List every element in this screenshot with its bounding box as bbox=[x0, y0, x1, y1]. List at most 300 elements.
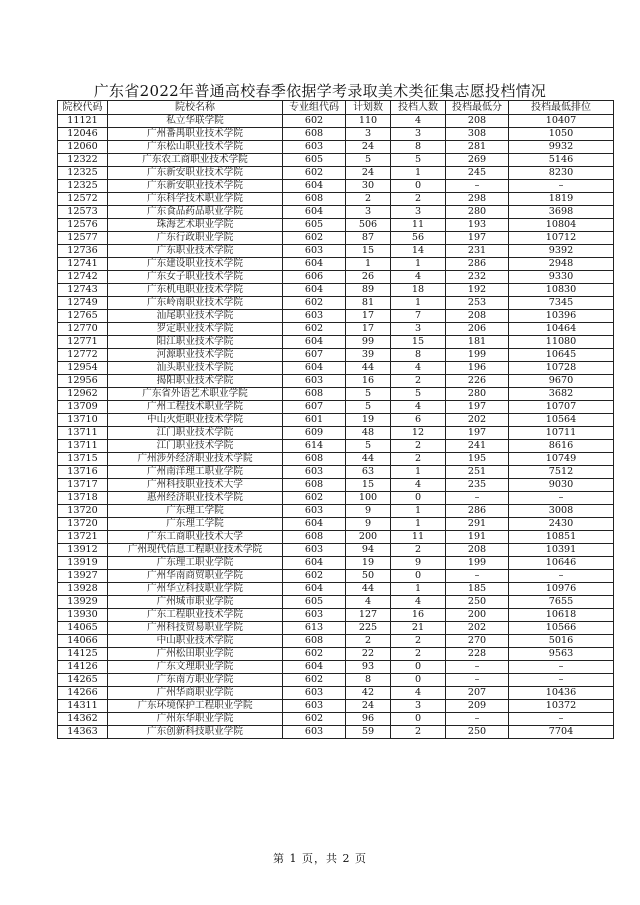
school-code-cell: 14362 bbox=[58, 713, 108, 726]
group-code-cell: 602 bbox=[283, 115, 346, 128]
min-score-cell: 197 bbox=[446, 427, 509, 440]
table-row bbox=[58, 336, 614, 349]
admitted-count-cell: 7 bbox=[391, 310, 446, 323]
group-code-cell: 608 bbox=[283, 635, 346, 648]
school-code-cell: 12742 bbox=[58, 271, 108, 284]
table-row bbox=[58, 297, 614, 310]
school-code-cell: 13716 bbox=[58, 466, 108, 479]
admitted-count-cell: 5 bbox=[391, 388, 446, 401]
group-code-cell: 602 bbox=[283, 323, 346, 336]
school-code-cell: 13721 bbox=[58, 531, 108, 544]
min-rank-cell: 3682 bbox=[509, 388, 614, 401]
admitted-count-cell: 11 bbox=[391, 219, 446, 232]
table-row bbox=[58, 401, 614, 414]
school-name-cell: 广州现代信息工程职业技术学院 bbox=[108, 544, 283, 557]
school-name-cell: 广东机电职业技术学院 bbox=[108, 284, 283, 297]
plan-count-cell: 44 bbox=[346, 583, 391, 596]
min-score-cell: 231 bbox=[446, 245, 509, 258]
school-name-cell: 广州城市职业学院 bbox=[108, 596, 283, 609]
group-code-cell: 604 bbox=[283, 661, 346, 674]
min-rank-cell: 1050 bbox=[509, 128, 614, 141]
min-score-cell: 195 bbox=[446, 453, 509, 466]
school-code-cell: 11121 bbox=[58, 115, 108, 128]
min-rank-cell: 1819 bbox=[509, 193, 614, 206]
table-row bbox=[58, 726, 614, 739]
header-admitted-count: 投档人数 bbox=[391, 101, 446, 115]
admitted-count-cell: 4 bbox=[391, 271, 446, 284]
min-rank-cell: 10851 bbox=[509, 531, 614, 544]
table-row bbox=[58, 674, 614, 687]
min-rank-cell: 10830 bbox=[509, 284, 614, 297]
school-code-cell: 13711 bbox=[58, 427, 108, 440]
school-name-cell: 私立华联学院 bbox=[108, 115, 283, 128]
min-score-cell: 253 bbox=[446, 297, 509, 310]
admitted-count-cell: 5 bbox=[391, 154, 446, 167]
min-score-cell: 298 bbox=[446, 193, 509, 206]
table-row bbox=[58, 700, 614, 713]
admitted-count-cell: 3 bbox=[391, 700, 446, 713]
min-score-cell: 228 bbox=[446, 648, 509, 661]
group-code-cell: 602 bbox=[283, 167, 346, 180]
table-row bbox=[58, 414, 614, 427]
school-code-cell: 13927 bbox=[58, 570, 108, 583]
min-score-cell: – bbox=[446, 661, 509, 674]
min-rank-cell: – bbox=[509, 180, 614, 193]
school-name-cell: 揭阳职业技术学院 bbox=[108, 375, 283, 388]
min-score-cell: 199 bbox=[446, 557, 509, 570]
group-code-cell: 604 bbox=[283, 583, 346, 596]
plan-count-cell: 3 bbox=[346, 128, 391, 141]
table-row bbox=[58, 570, 614, 583]
school-name-cell: 广东行政职业学院 bbox=[108, 232, 283, 245]
plan-count-cell: 17 bbox=[346, 323, 391, 336]
plan-count-cell: 19 bbox=[346, 414, 391, 427]
group-code-cell: 605 bbox=[283, 596, 346, 609]
plan-count-cell: 15 bbox=[346, 245, 391, 258]
plan-count-cell: 4 bbox=[346, 596, 391, 609]
school-name-cell: 广州松田职业学院 bbox=[108, 648, 283, 661]
plan-count-cell: 3 bbox=[346, 206, 391, 219]
school-name-cell: 广东岭南职业技术学院 bbox=[108, 297, 283, 310]
admitted-count-cell: 15 bbox=[391, 336, 446, 349]
plan-count-cell: 24 bbox=[346, 167, 391, 180]
school-code-cell: 12770 bbox=[58, 323, 108, 336]
min-score-cell: 251 bbox=[446, 466, 509, 479]
min-score-cell: 286 bbox=[446, 258, 509, 271]
min-rank-cell: 7704 bbox=[509, 726, 614, 739]
admitted-count-cell: 0 bbox=[391, 570, 446, 583]
min-rank-cell: 10396 bbox=[509, 310, 614, 323]
school-code-cell: 12046 bbox=[58, 128, 108, 141]
school-name-cell: 广东省外语艺术职业学院 bbox=[108, 388, 283, 401]
min-rank-cell: 10711 bbox=[509, 427, 614, 440]
school-name-cell: 广州科技职业技术大学 bbox=[108, 479, 283, 492]
group-code-cell: 608 bbox=[283, 531, 346, 544]
admission-table bbox=[57, 100, 614, 739]
school-name-cell: 广东建设职业技术学院 bbox=[108, 258, 283, 271]
school-name-cell: 广州科技贸易职业学院 bbox=[108, 622, 283, 635]
plan-count-cell: 59 bbox=[346, 726, 391, 739]
school-code-cell: 12962 bbox=[58, 388, 108, 401]
min-score-cell: 196 bbox=[446, 362, 509, 375]
group-code-cell: 602 bbox=[283, 232, 346, 245]
min-score-cell: 191 bbox=[446, 531, 509, 544]
plan-count-cell: 87 bbox=[346, 232, 391, 245]
min-score-cell: – bbox=[446, 674, 509, 687]
admitted-count-cell: 4 bbox=[391, 401, 446, 414]
table-row bbox=[58, 154, 614, 167]
school-name-cell: 广东农工商职业技术学院 bbox=[108, 154, 283, 167]
group-code-cell: 601 bbox=[283, 414, 346, 427]
min-rank-cell: 10618 bbox=[509, 609, 614, 622]
admitted-count-cell: 4 bbox=[391, 687, 446, 700]
school-name-cell: 广东文理职业学院 bbox=[108, 661, 283, 674]
school-code-cell: 13929 bbox=[58, 596, 108, 609]
school-name-cell: 广州华立科技职业学院 bbox=[108, 583, 283, 596]
plan-count-cell: 44 bbox=[346, 453, 391, 466]
school-code-cell: 14065 bbox=[58, 622, 108, 635]
min-score-cell: 200 bbox=[446, 609, 509, 622]
school-name-cell: 广州南洋理工职业学院 bbox=[108, 466, 283, 479]
admitted-count-cell: 4 bbox=[391, 362, 446, 375]
plan-count-cell: 200 bbox=[346, 531, 391, 544]
plan-count-cell: 16 bbox=[346, 375, 391, 388]
min-rank-cell: 2430 bbox=[509, 518, 614, 531]
school-name-cell: 广州东华职业学院 bbox=[108, 713, 283, 726]
admitted-count-cell: 6 bbox=[391, 414, 446, 427]
admitted-count-cell: 4 bbox=[391, 479, 446, 492]
header-min-score: 投档最低分 bbox=[446, 101, 509, 115]
plan-count-cell: 5 bbox=[346, 154, 391, 167]
plan-count-cell: 19 bbox=[346, 557, 391, 570]
min-score-cell: 286 bbox=[446, 505, 509, 518]
admitted-count-cell: 1 bbox=[391, 466, 446, 479]
school-name-cell: 江门职业技术学院 bbox=[108, 427, 283, 440]
admitted-count-cell: 8 bbox=[391, 349, 446, 362]
min-rank-cell: – bbox=[509, 570, 614, 583]
school-name-cell: 广东松山职业技术学院 bbox=[108, 141, 283, 154]
group-code-cell: 602 bbox=[283, 297, 346, 310]
school-code-cell: 14311 bbox=[58, 700, 108, 713]
school-code-cell: 13912 bbox=[58, 544, 108, 557]
school-code-cell: 12572 bbox=[58, 193, 108, 206]
min-rank-cell: 9932 bbox=[509, 141, 614, 154]
min-rank-cell: 10976 bbox=[509, 583, 614, 596]
admitted-count-cell: 1 bbox=[391, 258, 446, 271]
plan-count-cell: 506 bbox=[346, 219, 391, 232]
group-code-cell: 608 bbox=[283, 479, 346, 492]
min-rank-cell: 7655 bbox=[509, 596, 614, 609]
min-score-cell: 241 bbox=[446, 440, 509, 453]
min-score-cell: 185 bbox=[446, 583, 509, 596]
plan-count-cell: 30 bbox=[346, 180, 391, 193]
school-name-cell: 汕尾职业技术学院 bbox=[108, 310, 283, 323]
school-name-cell: 广东理工学院 bbox=[108, 518, 283, 531]
min-score-cell: 208 bbox=[446, 310, 509, 323]
table-row bbox=[58, 258, 614, 271]
admitted-count-cell: 56 bbox=[391, 232, 446, 245]
school-code-cell: 13718 bbox=[58, 492, 108, 505]
plan-count-cell: 5 bbox=[346, 440, 391, 453]
admitted-count-cell: 1 bbox=[391, 297, 446, 310]
school-code-cell: 12060 bbox=[58, 141, 108, 154]
min-rank-cell: 9030 bbox=[509, 479, 614, 492]
group-code-cell: 606 bbox=[283, 271, 346, 284]
school-code-cell: 12749 bbox=[58, 297, 108, 310]
school-name-cell: 江门职业技术学院 bbox=[108, 440, 283, 453]
plan-count-cell: 110 bbox=[346, 115, 391, 128]
min-rank-cell: 10749 bbox=[509, 453, 614, 466]
plan-count-cell: 44 bbox=[346, 362, 391, 375]
min-score-cell: 226 bbox=[446, 375, 509, 388]
table-row bbox=[58, 245, 614, 258]
table-row bbox=[58, 115, 614, 128]
plan-count-cell: 5 bbox=[346, 401, 391, 414]
table-row bbox=[58, 557, 614, 570]
school-code-cell: 13710 bbox=[58, 414, 108, 427]
group-code-cell: 613 bbox=[283, 622, 346, 635]
table-row bbox=[58, 622, 614, 635]
plan-count-cell: 24 bbox=[346, 700, 391, 713]
group-code-cell: 602 bbox=[283, 570, 346, 583]
min-rank-cell: 3008 bbox=[509, 505, 614, 518]
min-rank-cell: 8616 bbox=[509, 440, 614, 453]
plan-count-cell: 5 bbox=[346, 388, 391, 401]
table-row bbox=[58, 375, 614, 388]
group-code-cell: 604 bbox=[283, 557, 346, 570]
school-name-cell: 广东创新科技职业学院 bbox=[108, 726, 283, 739]
min-rank-cell: 10707 bbox=[509, 401, 614, 414]
admitted-count-cell: 21 bbox=[391, 622, 446, 635]
school-code-cell: 14266 bbox=[58, 687, 108, 700]
plan-count-cell: 2 bbox=[346, 635, 391, 648]
group-code-cell: 603 bbox=[283, 700, 346, 713]
min-rank-cell: 9563 bbox=[509, 648, 614, 661]
min-rank-cell: 9670 bbox=[509, 375, 614, 388]
school-name-cell: 广东食品药品职业学院 bbox=[108, 206, 283, 219]
min-score-cell: 197 bbox=[446, 232, 509, 245]
table-row bbox=[58, 687, 614, 700]
school-name-cell: 阳江职业技术学院 bbox=[108, 336, 283, 349]
table-row bbox=[58, 596, 614, 609]
school-code-cell: 12741 bbox=[58, 258, 108, 271]
admitted-count-cell: 9 bbox=[391, 557, 446, 570]
min-score-cell: 193 bbox=[446, 219, 509, 232]
min-score-cell: 250 bbox=[446, 596, 509, 609]
group-code-cell: 604 bbox=[283, 362, 346, 375]
min-score-cell: 199 bbox=[446, 349, 509, 362]
plan-count-cell: 15 bbox=[346, 479, 391, 492]
min-rank-cell: 10564 bbox=[509, 414, 614, 427]
header-plan-count: 计划数 bbox=[346, 101, 391, 115]
min-rank-cell: 5146 bbox=[509, 154, 614, 167]
min-score-cell: 209 bbox=[446, 700, 509, 713]
min-score-cell: 232 bbox=[446, 271, 509, 284]
admitted-count-cell: 2 bbox=[391, 193, 446, 206]
table-row bbox=[58, 466, 614, 479]
group-code-cell: 602 bbox=[283, 492, 346, 505]
min-score-cell: 280 bbox=[446, 388, 509, 401]
admitted-count-cell: 1 bbox=[391, 583, 446, 596]
admitted-count-cell: 0 bbox=[391, 661, 446, 674]
min-score-cell: 181 bbox=[446, 336, 509, 349]
admitted-count-cell: 0 bbox=[391, 713, 446, 726]
min-rank-cell: 10391 bbox=[509, 544, 614, 557]
header-group-code: 专业组代码 bbox=[283, 101, 346, 115]
plan-count-cell: 100 bbox=[346, 492, 391, 505]
admitted-count-cell: 2 bbox=[391, 635, 446, 648]
group-code-cell: 604 bbox=[283, 336, 346, 349]
min-rank-cell: 2948 bbox=[509, 258, 614, 271]
plan-count-cell: 93 bbox=[346, 661, 391, 674]
school-code-cell: 12743 bbox=[58, 284, 108, 297]
min-rank-cell: 10464 bbox=[509, 323, 614, 336]
admitted-count-cell: 4 bbox=[391, 115, 446, 128]
table-row bbox=[58, 141, 614, 154]
min-score-cell: 208 bbox=[446, 115, 509, 128]
school-name-cell: 中山火炬职业技术学院 bbox=[108, 414, 283, 427]
admitted-count-cell: 4 bbox=[391, 596, 446, 609]
min-rank-cell: 10728 bbox=[509, 362, 614, 375]
school-name-cell: 广州涉外经济职业技术学院 bbox=[108, 453, 283, 466]
plan-count-cell: 17 bbox=[346, 310, 391, 323]
group-code-cell: 609 bbox=[283, 427, 346, 440]
school-code-cell: 12765 bbox=[58, 310, 108, 323]
school-name-cell: 广东女子职业技术学院 bbox=[108, 271, 283, 284]
school-code-cell: 12573 bbox=[58, 206, 108, 219]
table-row bbox=[58, 128, 614, 141]
table-row bbox=[58, 323, 614, 336]
table-row bbox=[58, 648, 614, 661]
plan-count-cell: 89 bbox=[346, 284, 391, 297]
admitted-count-cell: 2 bbox=[391, 544, 446, 557]
school-code-cell: 12325 bbox=[58, 167, 108, 180]
min-rank-cell: 8230 bbox=[509, 167, 614, 180]
school-name-cell: 中山职业技术学院 bbox=[108, 635, 283, 648]
min-rank-cell: 11080 bbox=[509, 336, 614, 349]
admitted-count-cell: 3 bbox=[391, 323, 446, 336]
admitted-count-cell: 0 bbox=[391, 180, 446, 193]
group-code-cell: 608 bbox=[283, 128, 346, 141]
plan-count-cell: 1 bbox=[346, 258, 391, 271]
group-code-cell: 603 bbox=[283, 609, 346, 622]
table-row bbox=[58, 583, 614, 596]
school-name-cell: 广东新安职业技术学院 bbox=[108, 167, 283, 180]
school-code-cell: 13919 bbox=[58, 557, 108, 570]
table-row bbox=[58, 635, 614, 648]
school-name-cell: 广州工程技术职业学院 bbox=[108, 401, 283, 414]
table-row bbox=[58, 219, 614, 232]
plan-count-cell: 81 bbox=[346, 297, 391, 310]
admitted-count-cell: 11 bbox=[391, 531, 446, 544]
min-rank-cell: 10566 bbox=[509, 622, 614, 635]
group-code-cell: 608 bbox=[283, 193, 346, 206]
page-footer: 第 1 页，共 2 页 bbox=[273, 852, 367, 865]
min-score-cell: 308 bbox=[446, 128, 509, 141]
school-code-cell: 12736 bbox=[58, 245, 108, 258]
school-code-cell: 13930 bbox=[58, 609, 108, 622]
min-score-cell: 206 bbox=[446, 323, 509, 336]
min-rank-cell: 10804 bbox=[509, 219, 614, 232]
school-code-cell: 13928 bbox=[58, 583, 108, 596]
plan-count-cell: 96 bbox=[346, 713, 391, 726]
table-header-row bbox=[58, 101, 614, 115]
min-rank-cell: 9330 bbox=[509, 271, 614, 284]
min-score-cell: 245 bbox=[446, 167, 509, 180]
min-score-cell: 281 bbox=[446, 141, 509, 154]
plan-count-cell: 225 bbox=[346, 622, 391, 635]
school-code-cell: 14125 bbox=[58, 648, 108, 661]
min-rank-cell: 10645 bbox=[509, 349, 614, 362]
school-name-cell: 汕头职业技术学院 bbox=[108, 362, 283, 375]
school-name-cell: 广州华商职业学院 bbox=[108, 687, 283, 700]
min-rank-cell: 10712 bbox=[509, 232, 614, 245]
table-row bbox=[58, 310, 614, 323]
group-code-cell: 602 bbox=[283, 648, 346, 661]
school-name-cell: 惠州经济职业技术学院 bbox=[108, 492, 283, 505]
table-row bbox=[58, 609, 614, 622]
group-code-cell: 603 bbox=[283, 141, 346, 154]
table-row bbox=[58, 180, 614, 193]
min-score-cell: 197 bbox=[446, 401, 509, 414]
min-rank-cell: 9392 bbox=[509, 245, 614, 258]
min-score-cell: 207 bbox=[446, 687, 509, 700]
min-score-cell: 208 bbox=[446, 544, 509, 557]
min-score-cell: 291 bbox=[446, 518, 509, 531]
admitted-count-cell: 2 bbox=[391, 453, 446, 466]
table-row bbox=[58, 453, 614, 466]
plan-count-cell: 48 bbox=[346, 427, 391, 440]
school-name-cell: 广东新安职业技术学院 bbox=[108, 180, 283, 193]
plan-count-cell: 39 bbox=[346, 349, 391, 362]
school-name-cell: 广东南方职业学院 bbox=[108, 674, 283, 687]
min-score-cell: – bbox=[446, 570, 509, 583]
group-code-cell: 603 bbox=[283, 726, 346, 739]
school-name-cell: 珠海艺术职业学院 bbox=[108, 219, 283, 232]
plan-count-cell: 63 bbox=[346, 466, 391, 479]
school-code-cell: 13709 bbox=[58, 401, 108, 414]
school-code-cell: 12956 bbox=[58, 375, 108, 388]
table-row bbox=[58, 479, 614, 492]
plan-count-cell: 22 bbox=[346, 648, 391, 661]
school-code-cell: 12771 bbox=[58, 336, 108, 349]
min-rank-cell: 10407 bbox=[509, 115, 614, 128]
group-code-cell: 604 bbox=[283, 206, 346, 219]
group-code-cell: 604 bbox=[283, 258, 346, 271]
plan-count-cell: 9 bbox=[346, 505, 391, 518]
min-score-cell: 269 bbox=[446, 154, 509, 167]
group-code-cell: 603 bbox=[283, 245, 346, 258]
table-row bbox=[58, 661, 614, 674]
min-rank-cell: – bbox=[509, 492, 614, 505]
school-code-cell: 14265 bbox=[58, 674, 108, 687]
table-row bbox=[58, 505, 614, 518]
school-name-cell: 广东理工学院 bbox=[108, 505, 283, 518]
admitted-count-cell: 16 bbox=[391, 609, 446, 622]
min-score-cell: 202 bbox=[446, 414, 509, 427]
admitted-count-cell: 1 bbox=[391, 505, 446, 518]
admitted-count-cell: 2 bbox=[391, 375, 446, 388]
table-row bbox=[58, 271, 614, 284]
group-code-cell: 602 bbox=[283, 674, 346, 687]
table-row bbox=[58, 167, 614, 180]
admitted-count-cell: 12 bbox=[391, 427, 446, 440]
header-min-rank: 投档最低排位 bbox=[509, 101, 614, 115]
header-school-name: 院校名称 bbox=[108, 101, 283, 115]
group-code-cell: 602 bbox=[283, 713, 346, 726]
group-code-cell: 607 bbox=[283, 401, 346, 414]
min-rank-cell: 7512 bbox=[509, 466, 614, 479]
